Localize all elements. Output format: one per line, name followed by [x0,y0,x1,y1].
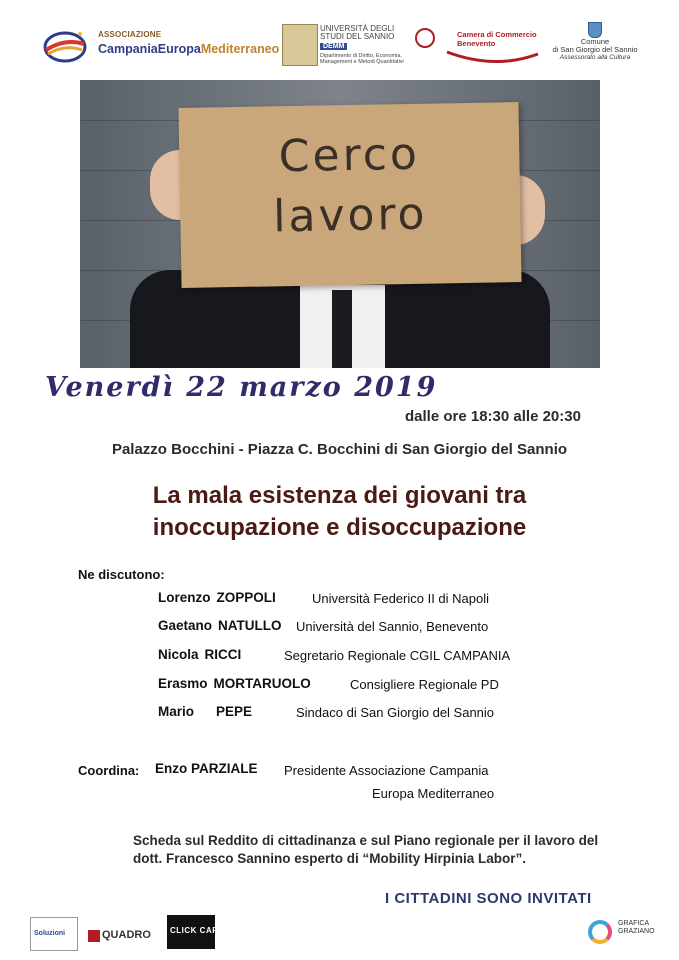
sponsor-click-cafe-logo: CLICK CAFÈ [167,915,215,949]
hero-photo [80,80,600,368]
university-logo [282,22,412,70]
municipality-line1: Comune [580,37,610,46]
municipality-line2: di San Giorgio del Sannio [552,45,638,54]
sponsor-quadro-logo: QUADRO [88,928,158,944]
event-time: dalle ore 18:30 alle 20:30 [405,408,581,425]
invitation-text: I CITTADINI SONO INVITATI [385,890,592,907]
speaker-name: Mario PEPE [158,704,253,719]
chamber-arc-icon [445,48,540,66]
university-name: UNIVERSITÀ DEGLI STUDI DEL SANNIO [320,24,395,41]
speaker-name: Gaetano NATULLO [158,618,282,633]
speaker-role: Segretario Regionale CGIL CAMPANIA [284,648,511,663]
event-venue: Palazzo Bocchini - Piazza C. Bocchini di San Giorgio del Sannio [111,441,568,458]
association-logo [40,20,280,70]
speaker-role: Università del Sannio, Benevento [296,619,489,634]
association-label: ASSOCIAZIONE [98,30,162,39]
speaker-role: Sindaco di San Giorgio del Sannio [296,705,495,720]
speaker-role: Consigliere Regionale PD [350,677,499,692]
discussants-label: Ne discutono: [78,567,165,582]
sponsor-grafica-logo: GRAFICA GRAZIANO [588,918,663,950]
municipality-sub: Assessorato alla Cultura [559,54,631,61]
municipality-crest-icon [588,22,602,38]
event-date: Venerdì 22 marzo 2019 [45,372,438,403]
chamber-seal-icon [415,28,435,48]
chamber-name: Camera di Commercio Benevento [457,30,537,48]
coordinator-role-line1: Presidente Associazione Campania [284,763,489,778]
coordinator-label: Coordina: [78,763,140,778]
tie-shape [332,290,352,368]
event-title: La mala esistenza dei giovani tra inoccupazione e disoccupazione [152,482,527,541]
coordinator-role-line2: Europa Mediterraneo [372,786,495,801]
association-name: CampaniaEuropaMediterraneo [98,42,280,56]
sign-line1: Cerco [278,128,421,183]
cardboard-sign [178,102,521,288]
demm-badge: DEMM [320,43,347,50]
speaker-name: Nicola RICCI [158,647,242,662]
municipality-logo [545,22,645,74]
university-crest-icon [282,24,318,66]
coordinator-name: Enzo PARZIALE [155,761,258,776]
speaker-name: Erasmo MORTARUOLO [158,676,311,691]
department-name: Dipartimento di Diritto, Economia, Management e Metodi Quantitativi [320,53,404,65]
event-note: Scheda sul Reddito di cittadinanza e sul Piano regionale per il lavoro del dott. Francesco Sannino esperto di “Mobility Hirpinia Labor”. [133,833,599,866]
sponsor-soluzioni-logo: Soluzioni [30,917,78,951]
sign-line2: lavoro [272,188,428,243]
globe-swoosh-icon [42,30,88,64]
chamber-of-commerce-logo [415,26,540,70]
speaker-role: Università Federico II di Napoli [312,591,490,606]
speaker-name: Lorenzo ZOPPOLI [158,590,276,605]
